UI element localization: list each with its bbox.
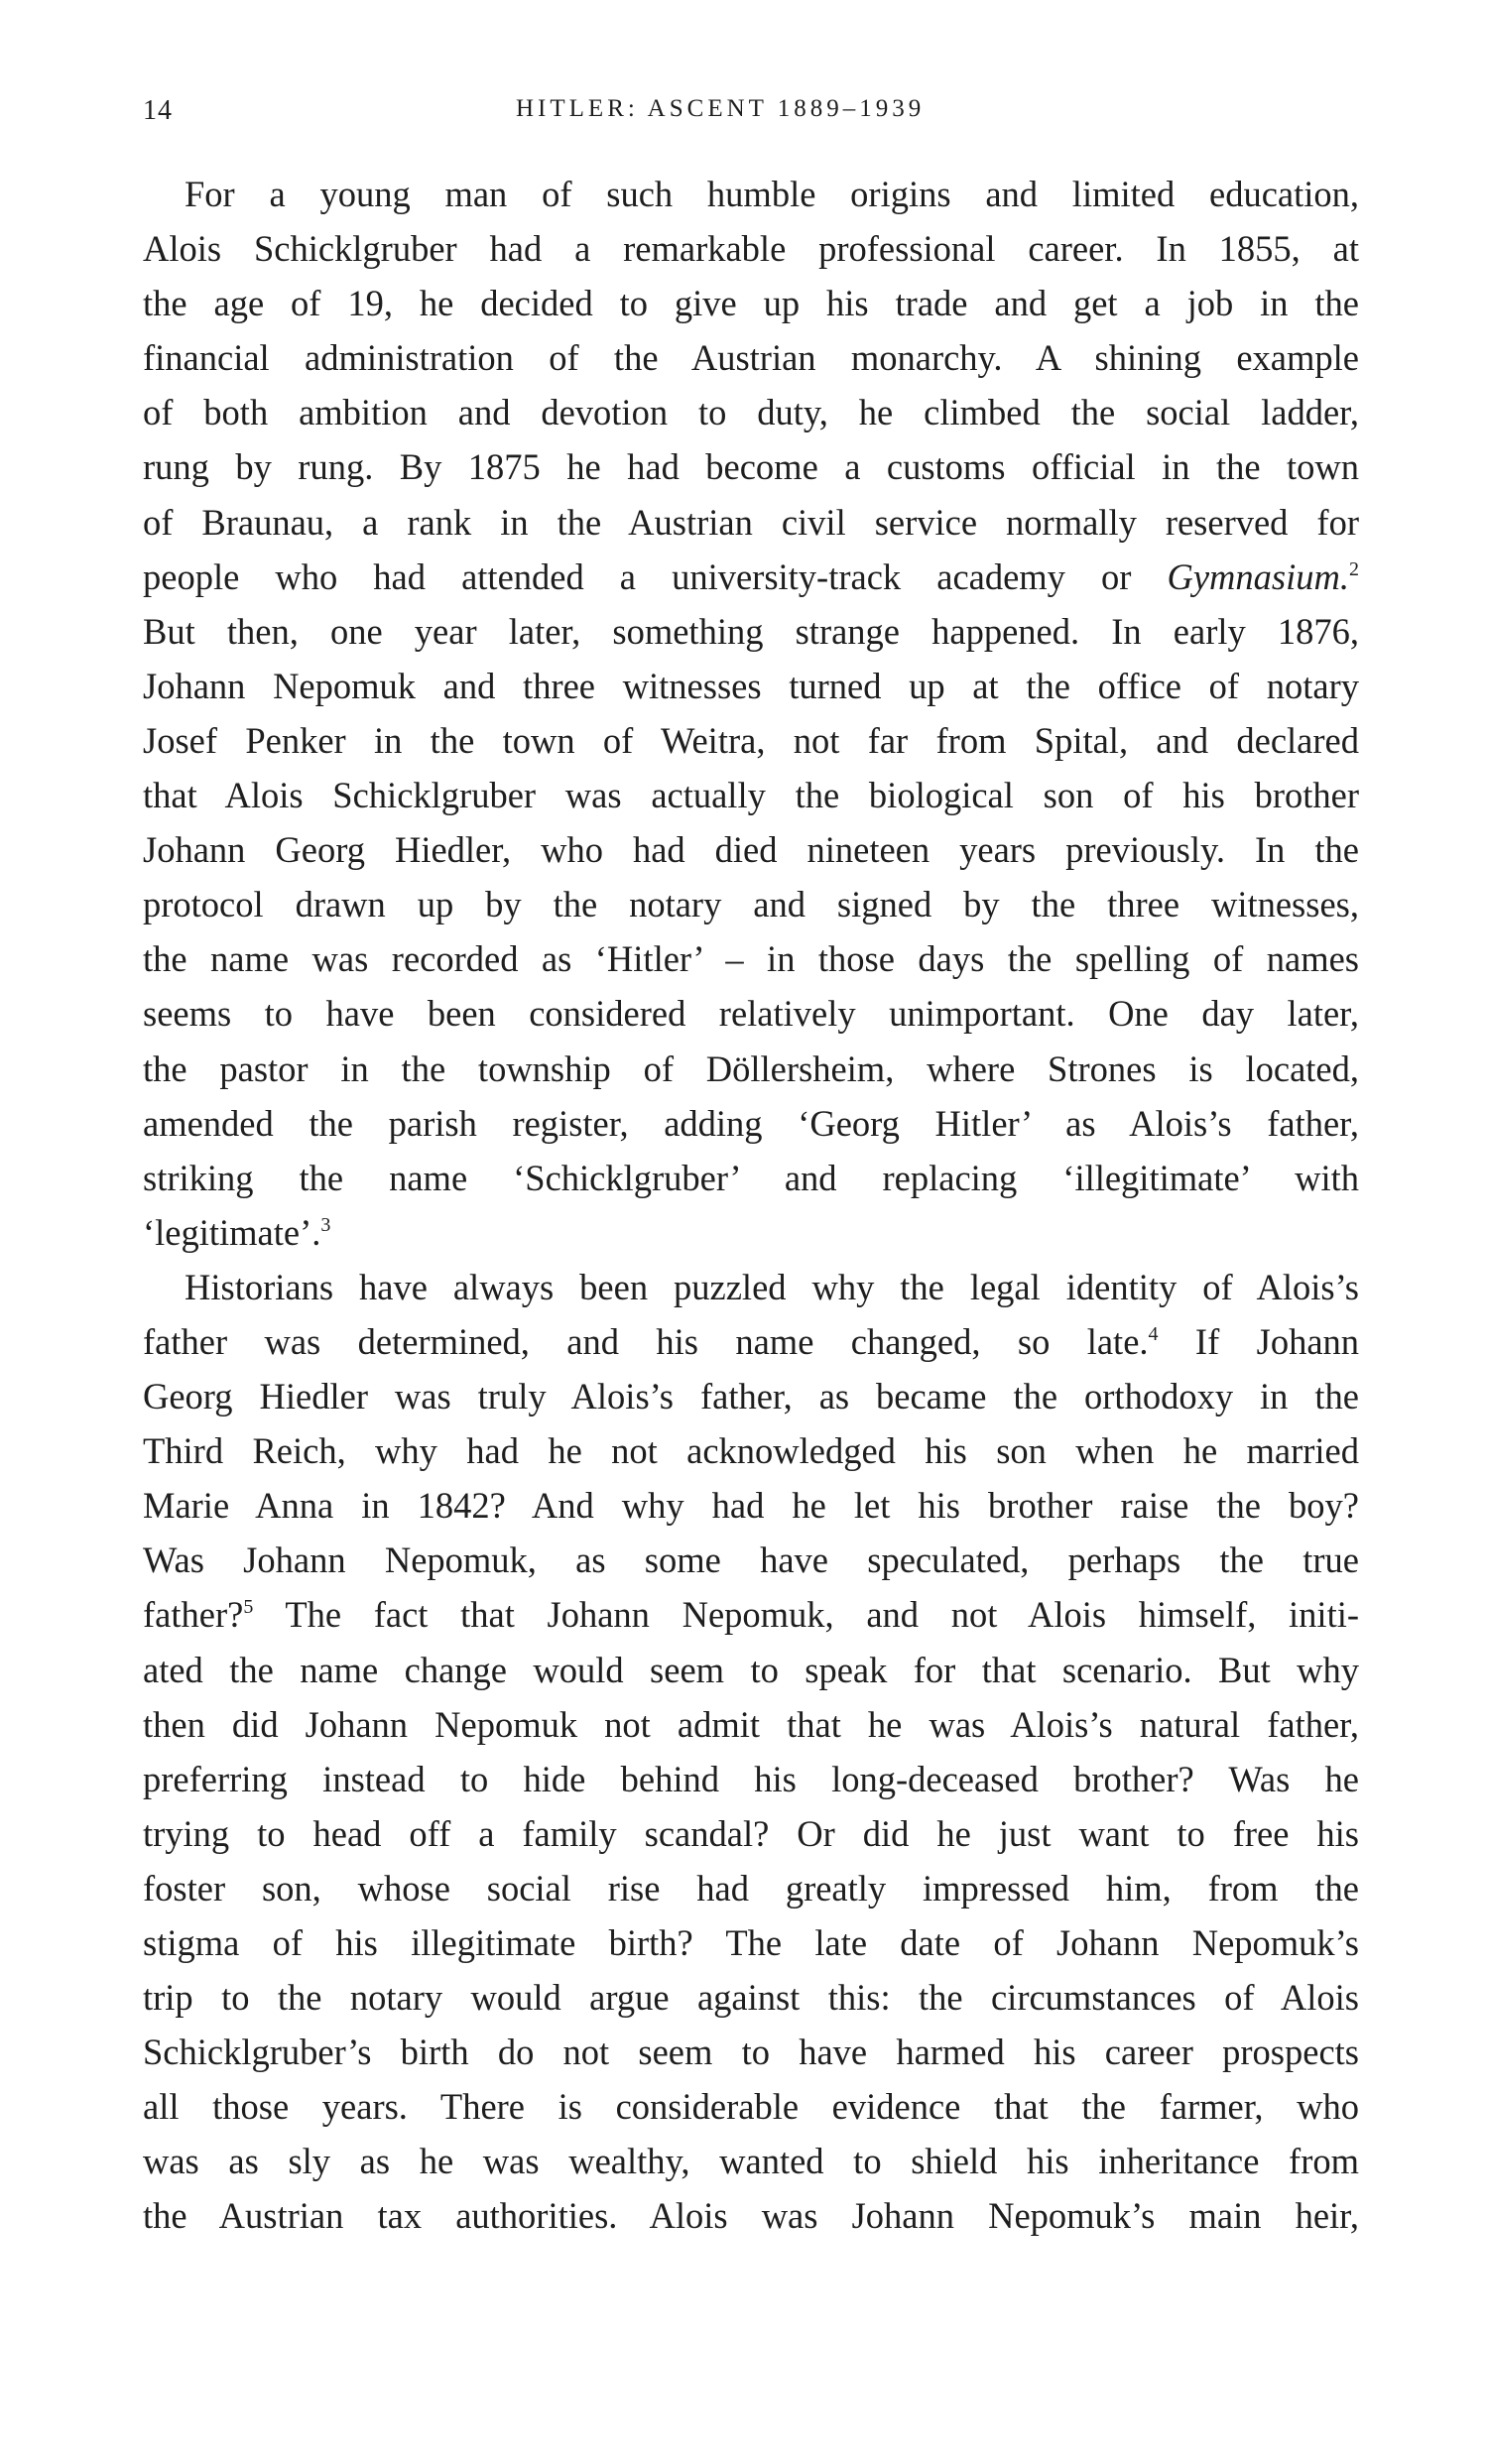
text-line: Marie Anna in 1842? And why had he let his brother raise the boy? (143, 1485, 1359, 1527)
text-line (143, 1587, 1359, 1642)
text-line: Georg Hiedler was truly Alois’s father, as became the orthodoxy in the (143, 1376, 1359, 1417)
text-line (143, 1205, 1359, 1260)
running-head (143, 95, 1353, 135)
text-line: of Braunau, a rank in the Austrian civil service normally reserved for (143, 501, 1359, 543)
text-line: preferring instead to hide behind his long-deceased brother? Was he (143, 1758, 1359, 1799)
text-line: seems to have been considered relatively unimportant. One day later, (143, 993, 1359, 1035)
footnote-marker: 4 (1148, 1322, 1159, 1345)
text-line: Historians have always been puzzled why the legal identity of Alois’s (185, 1266, 1359, 1307)
text-line: Johann Nepomuk and three witnesses turned up at the office of notary (143, 665, 1359, 706)
text-line: rung by rung. By 1875 he had become a customs official in the town (143, 446, 1359, 488)
text-line: foster son, whose social rise had greatly impressed him, from the (143, 1867, 1359, 1909)
text-line: financial administration of the Austrian monarchy. A shining example (143, 337, 1359, 379)
text-line (143, 1314, 1359, 1369)
running-title: HITLER: ASCENT 1889–1939 (516, 95, 926, 122)
text-segment: father? (143, 1594, 244, 1636)
text-line: trying to head off a family scandal? Or did he just want to free his (143, 1812, 1359, 1854)
text-line: the name was recorded as ‘Hitler’ – in those days the spelling of names (143, 938, 1359, 980)
text-line: stigma of his illegitimate birth? The late date of Johann Nepomuk’s (143, 1922, 1359, 1963)
text-line: But then, one year later, something strange happened. In early 1876, (143, 610, 1359, 652)
text-line: Johann Georg Hiedler, who had died nineteen years previously. In the (143, 829, 1359, 871)
text-segment: father was determined, and his name changed, so late. (143, 1320, 1149, 1362)
text-line: For a young man of such humble origins and limited education, (185, 174, 1359, 214)
text-line: amended the parish register, adding ‘Georg Hitler’ as Alois’s father, (143, 1102, 1359, 1144)
text-line: was as sly as he was wealthy, wanted to shield his inheritance from (143, 2141, 1359, 2182)
text-line: of both ambition and devotion to duty, he climbed the social ladder, (143, 392, 1359, 433)
text-line: Josef Penker in the town of Weitra, not far from Spital, and declared (143, 719, 1359, 761)
body-text (143, 167, 1359, 2244)
text-line: that Alois Schicklgruber was actually the biological son of his brother (143, 775, 1359, 816)
text-segment: people who had attended a university-track academy or (143, 555, 1132, 597)
text-line: all those years. There is considerable evidence that the farmer, who (143, 2086, 1359, 2128)
text-line (143, 550, 1359, 604)
text-line: ated the name change would seem to speak for that scenario. But why (143, 1649, 1359, 1690)
text-line: Schicklgruber’s birth do not seem to have harmed his career prospects (143, 2032, 1359, 2073)
footnote-marker: 5 (243, 1596, 254, 1619)
text-line: protocol drawn up by the notary and signed by the three witnesses, (143, 884, 1359, 925)
text-line: the age of 19, he decided to give up his trade and get a job in the (143, 283, 1359, 324)
page-number: 14 (143, 95, 173, 126)
text-line: Was Johann Nepomuk, as some have speculated, perhaps the true (143, 1540, 1359, 1581)
footnote-marker: 3 (320, 1213, 331, 1236)
text-line: then did Johann Nepomuk not admit that he was Alois’s natural father, (143, 1703, 1359, 1745)
text-line: trip to the notary would argue against this: the circumstances of Alois (143, 1977, 1359, 2019)
text-segment: The fact that Johann Nepomuk, and not Alois himself, initi- (285, 1594, 1359, 1636)
text-line: striking the name ‘Schicklgruber’ and replacing ‘illegitimate’ with (143, 1157, 1359, 1198)
text-line: the pastor in the township of Döllersheim, where Strones is located, (143, 1047, 1359, 1089)
italic-term: Gymnasium. (1167, 555, 1349, 597)
text-line: the Austrian tax authorities. Alois was Johann Nepomuk’s main heir, (143, 2195, 1359, 2237)
text-line: Third Reich, why had he not acknowledged his son when he married (143, 1430, 1359, 1472)
text-line: Alois Schicklgruber had a remarkable professional career. In 1855, at (143, 228, 1359, 270)
text-segment: If Johann (1194, 1320, 1360, 1362)
text-segment: ‘legitimate’. (143, 1211, 321, 1253)
footnote-marker: 2 (1349, 557, 1359, 580)
